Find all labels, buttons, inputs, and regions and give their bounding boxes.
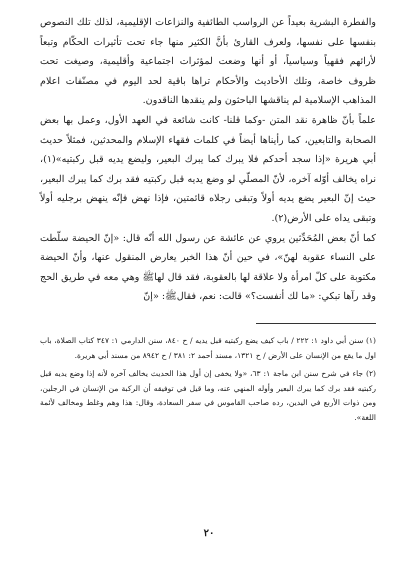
footnote-2: (٢) جاء في شرح سنن ابن ماجة ١: ٦٣، «ولا يخفى إن أول هذا الحديث يخالف آخره لأنه إذا وضع يديه قبل ركبتيه فقد برك كما يبرك البعير وأوله المنهي عنه، وما قيل في توفيقه أن الركبة من الإنسان في الرجلين، ومن ذوات الأربع في اليدين، رده صاحب القاموس في سفر السعادة، وقال: هذا وهم وغلط ومخالف لأئمة اللغة».: [40, 369, 376, 422]
paragraph-2: علماً بأنّ ظاهرة نقد المتن -وكما قلنا- كانت شائعة في العهد الأول، وعمل بها بعض الصحابة والتابعين، كما رأيناها أيضاً في كلمات فقهاء الإسلام والمحدثين، فمثلاً حديث أبي هريرة «إذا سجد أحدكم فلا يبرك كما يبرك البعير، وليضع يديه قبل ركبتيه»(١)، نراه يخالف أوّله آخره، لأنّ المصلّي لو وضع يديه قبل ركبتيه فقد برك كما يبرك البعير، حيث إنّ البعير يضع يديه أولاً وتبقى رجلاه قائمتين، فإذا نهض فإنّه ينهض برجليه أولاً وتبقى يداه على الأرض(٢).: [40, 114, 376, 224]
page-number: ٢٠: [203, 528, 215, 539]
footnote-1: (١) سنن أبي داود ١: ٢٢٢ / باب كيف يضع ركبتيه قبل يديه / ح ٨٤٠، سنن الدارمي ١: ٣٤٧ كتاب الصلاة، باب اول ما يقع من الإنسان على الأرض / ح ١٣٢١، مسند أحمد ٢: ٣٨١ / ح ٨٩٤٢ من مسند أبي هريرة.: [40, 335, 376, 360]
footnote-separator: [256, 323, 376, 324]
footnotes: [40, 334, 376, 426]
main-text: [40, 13, 376, 307]
paragraph-1: والفطرة البشرية بعيداً عن الرواسب الطائفية والنزاعات الإقليمية، لذلك تلك النصوص بنفسها على نفسها، ولعرف القارئ بأنَّ الكثير منها جاء تحت تأثيرات الحكّام وتبعاً لأرائهم فقهياً وسياسياً، أو أنها وضعت لمؤثرات اجتماعية وأقليمية، وصيغت تحت ظروف خاصة، وتلك الأحاديث والأحكام تراها باقية لحد اليوم في مصنّفات اعلام المذاهب الإسلامية لم يناقشها الباحثون ولم ينقدها الناقدون.: [40, 17, 376, 107]
paragraph-3: كما أنّ بعض المُحَدِّثين يروي عن عائشة عن رسول الله أنّه قال: «إنّ الحيضة سلّطت على النساء عقوبة لهنّ»، في حين أنّ هذا الخبر يعارض المنقول عنها، وأنّ الحيضة مكتوبة على كلّ امرأة ولا علاقة لها بالعقوبة، فقد قال لهاﷺ وهي معه في طريق الحج وقد رآها تبكي: «ما لك أنفست؟» قالت: نعم، فقالﷺ: «إنّ: [40, 232, 376, 303]
